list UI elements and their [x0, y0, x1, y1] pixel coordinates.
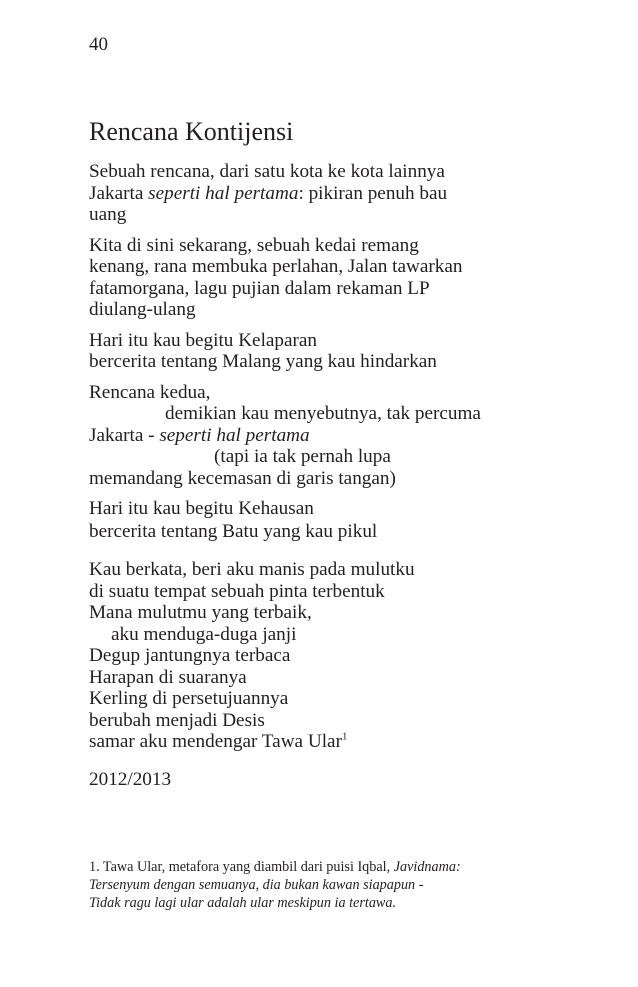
poem-line: aku menduga-duga janji [111, 623, 297, 645]
poem-line: uang [89, 204, 127, 225]
footnote [89, 859, 559, 912]
footnote-line: Tersenyum dengan semuanya, dia bukan kawan siapapun - [89, 876, 424, 893]
poem-line: berubah menjadi Desis [89, 709, 265, 731]
poem-line: Degup jantungnya terbaca [89, 645, 291, 666]
italic-phrase: seperti hal pertama [148, 182, 299, 204]
footnote-reference: 1 [341, 730, 348, 743]
stanza-1 [89, 161, 589, 226]
line-text: samar aku mendengar Tawa Ular [89, 731, 342, 752]
poem-body [89, 161, 589, 790]
poem-line: Hari itu kau begitu Kelaparan [89, 329, 318, 351]
poem-line: Hari itu kau begitu Kehausan [89, 498, 314, 519]
poem-line [89, 183, 589, 205]
stanza-3 [89, 330, 589, 373]
poem-line: diulang-ulang [89, 299, 196, 320]
footnote-line: Tidak ragu lagi ular adalah ular meskipun ia tertawa. [89, 894, 397, 911]
poem-line: Kerling di persetujuannya [89, 688, 289, 709]
poem-line: fatamorgana, lagu pujian dalam rekaman LP [89, 277, 430, 299]
line-text: Jakarta [89, 182, 149, 204]
footnote-text: 1. Tawa Ular, metafora yang diambil dari puisi Iqbal, [89, 859, 394, 875]
stanza-4 [89, 382, 589, 490]
stanza-2 [89, 235, 589, 321]
page-number: 40 [89, 34, 108, 55]
line-text: Jakarta - [89, 424, 160, 446]
poem-line: di suatu tempat sebuah pinta terbentuk [89, 580, 385, 602]
poem-title: Rencana Kontijensi [89, 117, 294, 146]
poem-line: Mana mulutmu yang terbaik, [89, 602, 312, 623]
line-text: : pikiran penuh bau [298, 182, 448, 204]
poem-date [89, 769, 589, 791]
poem-line: bercerita tentang Batu yang kau pikul [89, 520, 378, 542]
stanza-5 [89, 498, 589, 543]
italic-phrase: seperti hal pertama [159, 424, 310, 446]
footnote-italic: Javidnama: [393, 859, 461, 875]
poem-line: memandang kecemasan di garis tangan) [89, 467, 396, 489]
date-line: 2012/2013 [89, 768, 172, 790]
poem-line: demikian kau menyebutnya, tak percuma [165, 403, 481, 424]
poem-line: kenang, rana membuka perlahan, Jalan tawarkan [89, 256, 463, 277]
poem-line: bercerita tentang Malang yang kau hindarkan [89, 351, 437, 372]
poem-line: Rencana kedua, [89, 381, 211, 403]
poem-line [89, 425, 589, 447]
poem-line: (tapi ia tak pernah lupa [214, 446, 391, 467]
poem-line: Sebuah rencana, dari satu kota ke kota lainnya [89, 161, 445, 182]
poem-line: Harapan di suaranya [89, 666, 247, 688]
footnote-line [89, 859, 559, 877]
stanza-6 [89, 559, 589, 753]
poem-line [89, 731, 589, 753]
poem-line: Kau berkata, beri aku manis pada mulutku [89, 559, 415, 580]
poem-line: Kita di sini sekarang, sebuah kedai remang [89, 234, 419, 256]
